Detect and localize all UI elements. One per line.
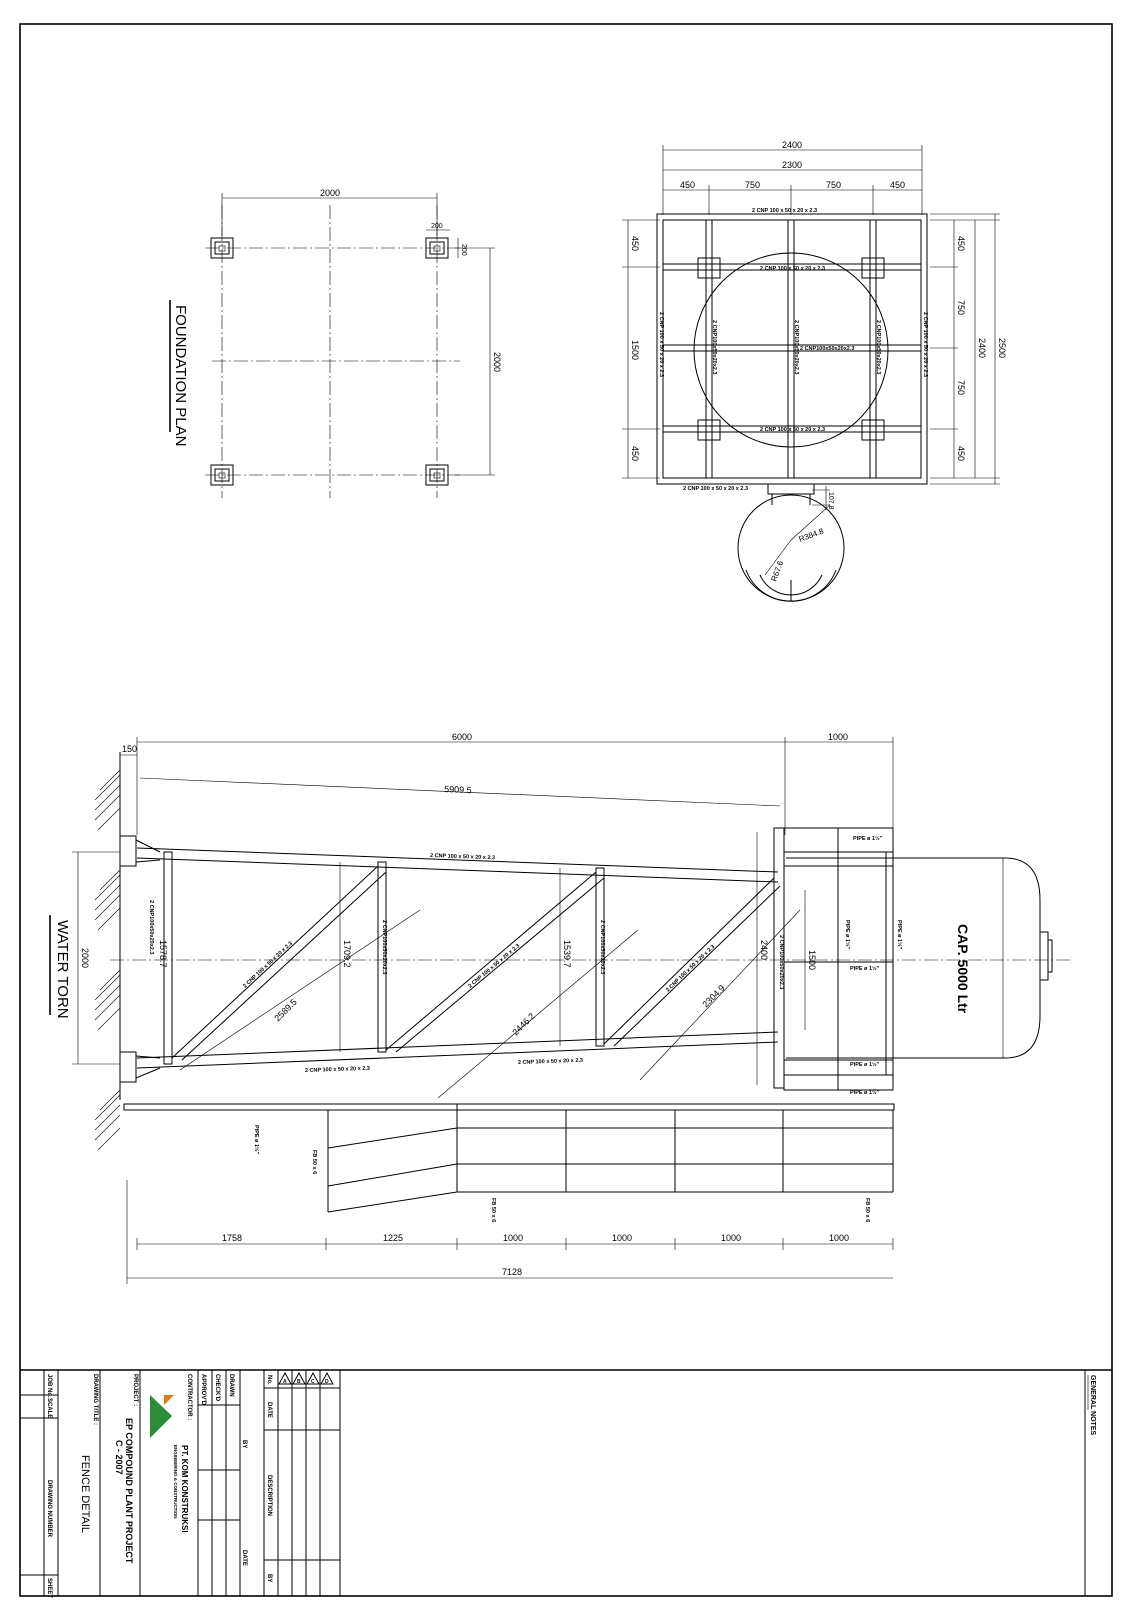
walkway-deck (124, 1104, 894, 1110)
dim-bottom-seg: 1000 (503, 1233, 524, 1243)
dim-bottom-seg: 1000 (721, 1233, 742, 1243)
svg-text:D: D (325, 1379, 329, 1385)
vertical-label: 2 CNP100x50x20x2.3 (599, 920, 605, 975)
footer-scale: SCALE (46, 1398, 52, 1419)
elevation (50, 732, 1070, 1284)
dim-seg-left: 450 (630, 236, 640, 252)
vertical-label: 2 CNP100x50x20x2.3 (148, 900, 154, 955)
title-block (20, 1370, 1112, 1598)
dim-height: 1578.7 (158, 940, 168, 968)
dim-slope: 5909.5 (443, 784, 472, 796)
footer-sheet: SHEET (46, 1578, 52, 1599)
dim-overall-7128: 7128 (502, 1267, 523, 1277)
pipe-label: PIPE ø 1½" (850, 1062, 880, 1068)
beam-label: 2 CNP 100 x 50 x 20 x 2.3 (760, 266, 826, 272)
dim-bottom-seg: 1758 (222, 1233, 243, 1243)
column-label: 2 CNP100x50x20x2.3 (793, 320, 799, 375)
dim-height: 2400 (759, 940, 769, 961)
contractor-label: CONTRACTOR : (186, 1374, 192, 1421)
sheet-border (20, 24, 1112, 1599)
dim-seg-top: 450 (890, 180, 906, 190)
sign-row: DRAWN (228, 1374, 234, 1397)
project-label: PROJECT : (132, 1374, 138, 1407)
company-logo (150, 1395, 174, 1438)
rev-mark (293, 1373, 305, 1385)
vertical-label: 2 CNP100x50x20x2.3 (381, 920, 387, 975)
dim-seg-right: 750 (956, 300, 966, 316)
rev-mark (279, 1373, 291, 1385)
dim-top-1000: 1000 (828, 732, 849, 742)
sign-row: APPROV'D (200, 1374, 206, 1406)
sign-row: CHECK'D (214, 1374, 220, 1402)
svg-text:C: C (311, 1379, 315, 1385)
pipe-label: PIPE ø 1½" (896, 920, 902, 950)
dim-bottom-seg: 1000 (612, 1233, 633, 1243)
pipe-label: PIPE ø 1½" (853, 836, 883, 842)
dim-left-2000: 2000 (80, 948, 90, 969)
elevation-title: WATER TORN (54, 920, 71, 1019)
dim-bottom-seg: 1225 (383, 1233, 404, 1243)
water-tank (786, 858, 1040, 1058)
rev-header-date: DATE (266, 1402, 272, 1418)
tank-outline (694, 253, 888, 447)
dim-height: 1539.7 (562, 940, 572, 968)
dim-foundation-width: 2000 (320, 188, 341, 198)
dim-radius-r2: R67.6 (769, 559, 786, 583)
beam-label: 2 CNP 100 x 50 x 20 x 2.3 (683, 486, 749, 492)
pipe-label: PIPE ø 1½" (850, 966, 880, 972)
rev-header-no: No. (266, 1375, 272, 1385)
beam-label: 2 CNP 100 x 50 x 20 x 2.3 (760, 427, 826, 433)
chord-label: 2 CNP 100 x 50 x 20 x 2.3 (429, 853, 496, 862)
dim-seg-left: 450 (630, 446, 640, 462)
tank-capacity: CAP. 5000 Ltr (955, 924, 971, 1014)
dim-inner-2300: 2300 (782, 160, 803, 170)
dim-seg-right: 450 (956, 446, 966, 462)
dim-height: 1500 (807, 950, 817, 971)
foundation-plan-title: FOUNDATION PLAN (172, 305, 189, 447)
drawing-title: FENCE DETAIL (79, 1455, 91, 1534)
diagonal-label: 2 CNP 100 x 50 x 20 x 2.3 (467, 943, 522, 990)
footer-job-no: JOB No. (46, 1374, 52, 1398)
rev-header-description: DESCRIPTION (266, 1475, 272, 1517)
dim-107: 107.8 (827, 492, 834, 510)
column-label: 2 CNP 100 x 50 x 20 x 2.3 (922, 312, 928, 378)
company-name: PT. KOM KONSTRUKSI (180, 1445, 189, 1533)
diagonal-label: 2 CNP 100 x 50 x 20 x 2.3 (665, 943, 717, 994)
sign-header-date: DATE (241, 1550, 247, 1566)
footer-drawing-number: DRAWING NUMBER (46, 1480, 52, 1537)
foundation-plan (170, 188, 502, 498)
dim-right-2400: 2400 (977, 338, 987, 359)
pipe-label: PIPE ø 1½" (850, 1090, 880, 1096)
rev-mark (307, 1373, 319, 1385)
svg-text:B: B (297, 1379, 301, 1385)
pipe-label: PIPE ø 1½" (844, 920, 850, 950)
dim-height: 1709.2 (342, 940, 352, 968)
dim-diag: 2589.5 (272, 996, 299, 1024)
fb-label: FB 50 x 6 (311, 1150, 317, 1175)
project-name: EP COMPOUND PLANT PROJECT (124, 1418, 134, 1564)
dim-diag: 2304.9 (700, 982, 727, 1010)
dim-seg-top: 450 (680, 180, 696, 190)
dim-bottom-seg: 1000 (829, 1233, 850, 1243)
dim-overall-2400: 2400 (782, 140, 803, 150)
svg-text:A: A (283, 1379, 287, 1385)
dim-seg-top: 750 (745, 180, 761, 190)
diagonal-label: 2 CNP 100 x 50 x 20 x 2.3 (242, 940, 294, 990)
dim-radius-r1: R384.8 (797, 526, 825, 544)
dim-foundation-height: 2000 (492, 352, 502, 373)
drawing-title-label: DRAWING TITLE : (92, 1374, 98, 1425)
sign-header-by: BY (241, 1440, 247, 1449)
dim-seg-right: 750 (956, 380, 966, 396)
dim-diag: 2446.2 (510, 1010, 537, 1038)
dim-right-2500: 2500 (997, 338, 1007, 359)
beam-label: 2 CNP 100 x 50 x 20 x 2.3 (752, 208, 818, 214)
pipe-label: PIPE ø 1½" (253, 1125, 259, 1155)
rev-mark (321, 1373, 333, 1385)
dim-seg-left: 1500 (630, 340, 640, 361)
chord-label: 2 CNP 100 x 50 x 20 x 2.3 (304, 1065, 371, 1074)
fb-label: FB 50 x 6 (864, 1198, 870, 1223)
project-code: C - 2007 (114, 1440, 124, 1475)
general-notes-label: GENERAL NOTES (1089, 1375, 1096, 1436)
dim-top-6000: 6000 (452, 732, 473, 742)
dim-seg-top: 750 (826, 180, 842, 190)
company-sub: ENGINEERING & CONSTRUCTION (173, 1445, 178, 1519)
beam-label: 2 CNP100x50x20x2.3 (800, 346, 855, 352)
top-plan (622, 140, 1007, 601)
chord-label: 2 CNP 100 x 50 x 20 x 2.3 (517, 1057, 584, 1066)
column-label: 2 CNP 100 x 50 x 20 x 2.3 (658, 312, 664, 378)
rev-header-by: BY (266, 1574, 272, 1583)
column-label: 2 CNP100x50x20x2.3 (875, 320, 881, 375)
dim-pad-width: 200 (431, 223, 443, 230)
dim-seg-right: 450 (956, 236, 966, 252)
dim-pad-height: 200 (460, 244, 467, 256)
vertical-label: 2 CNP100x50x20x2.3 (778, 935, 784, 990)
frame-outer (657, 214, 927, 484)
dim-top-150: 150 (122, 744, 138, 754)
fb-label: FB 50 x 6 (490, 1198, 496, 1223)
column-label: 2 CNP100x50x20x2.3 (711, 320, 717, 375)
